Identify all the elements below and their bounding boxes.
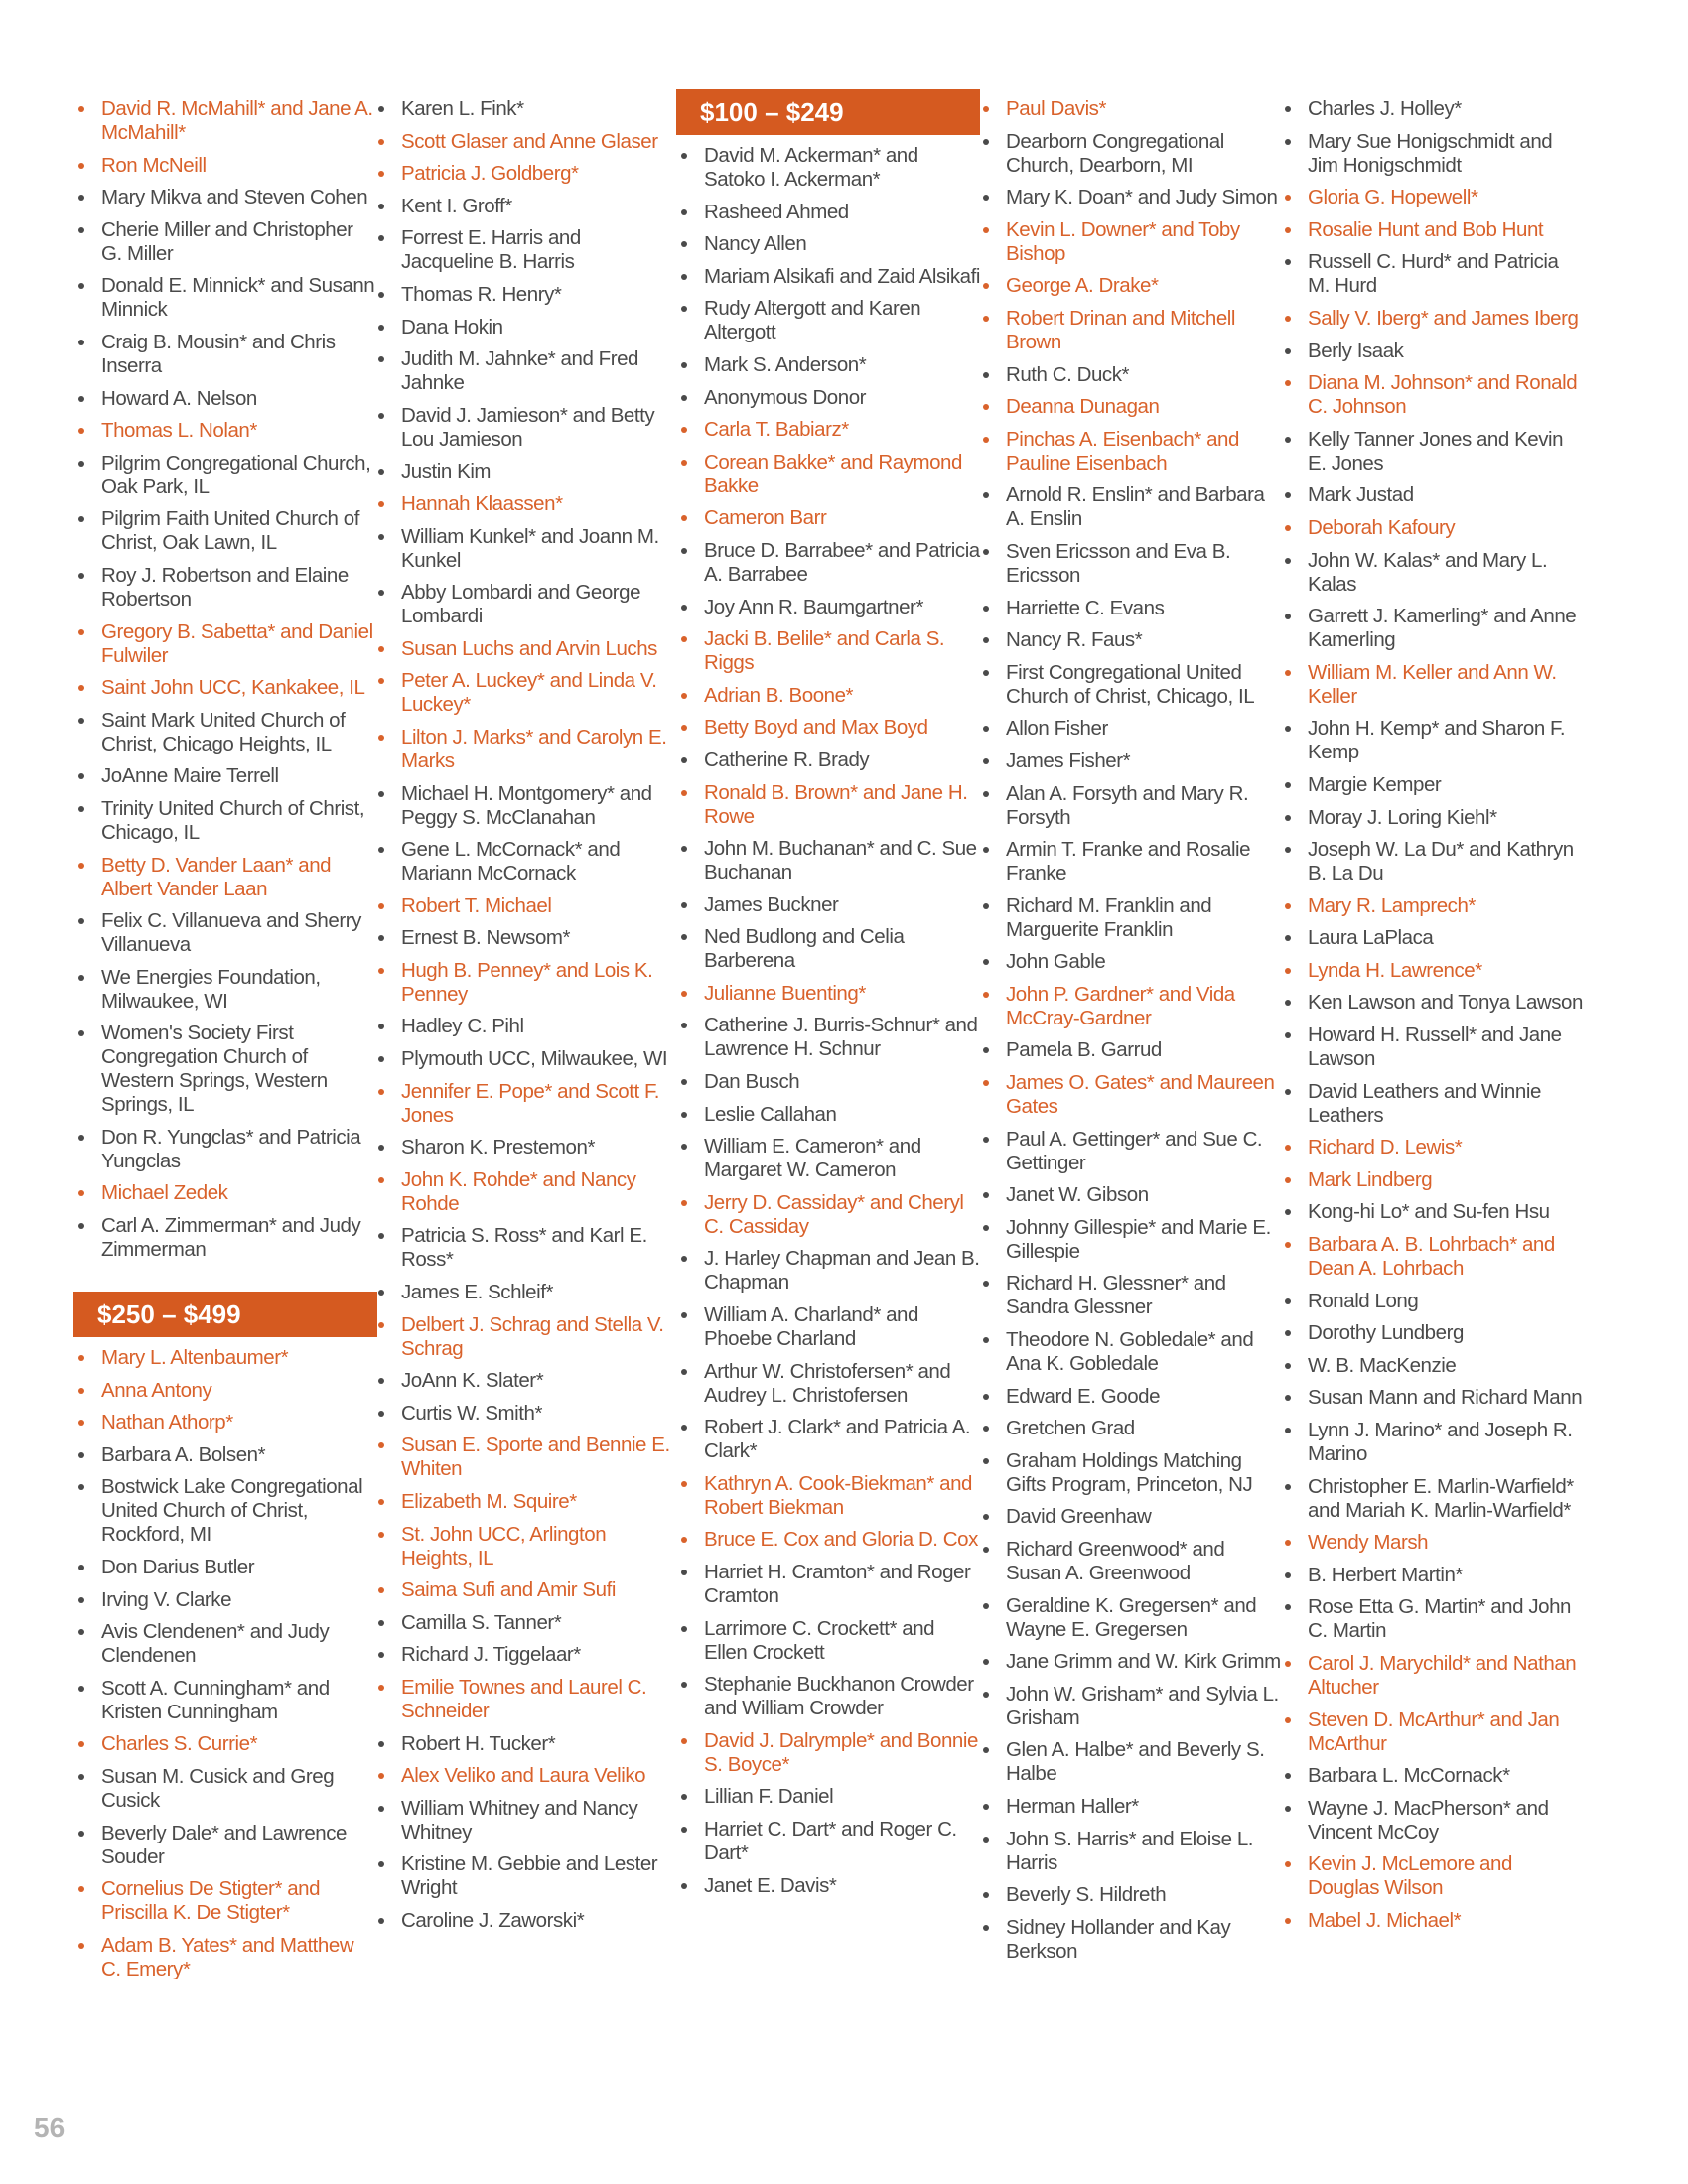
donor-item: James Fisher* <box>978 750 1282 773</box>
donor-item: William E. Cameron* and Margaret W. Cameron <box>676 1135 980 1182</box>
donor-item: Diana M. Johnson* and Ronald C. Johnson <box>1280 371 1584 419</box>
donor-item: Saint John UCC, Kankakee, IL <box>73 676 377 700</box>
donor-list <box>73 97 377 1262</box>
donor-item: Ruth C. Duck* <box>978 363 1282 387</box>
donor-item: Robert Drinan and Mitchell Brown <box>978 307 1282 354</box>
donor-item: Hannah Klaassen* <box>373 492 677 516</box>
donor-item: Jane Grimm and W. Kirk Grimm <box>978 1650 1282 1674</box>
donor-item: Nancy Allen <box>676 232 980 256</box>
donor-item: Saint Mark United Church of Christ, Chicago Heights, IL <box>73 709 377 756</box>
donor-item: Ken Lawson and Tonya Lawson <box>1280 991 1584 1015</box>
donor-item: Howard A. Nelson <box>73 387 377 411</box>
donor-item: Gene L. McCornack* and Mariann McCornack <box>373 838 677 886</box>
donor-item: Cherie Miller and Christopher G. Miller <box>73 218 377 266</box>
donor-item: James E. Schleif* <box>373 1281 677 1304</box>
donor-item: Don Darius Butler <box>73 1556 377 1579</box>
donor-item: Nathan Athorp* <box>73 1411 377 1434</box>
donor-item: Stephanie Buckhanon Crowder and William Crowder <box>676 1673 980 1720</box>
page-number: 56 <box>34 2113 66 2143</box>
donor-item: Sally V. Iberg* and James Iberg <box>1280 307 1584 331</box>
donor-item: Michael H. Montgomery* and Peggy S. McClanahan <box>373 782 677 830</box>
donor-item: B. Herbert Martin* <box>1280 1564 1584 1587</box>
donor-item: Betty Boyd and Max Boyd <box>676 716 980 740</box>
donor-item: Moray J. Loring Kiehl* <box>1280 806 1584 830</box>
donor-item: Saima Sufi and Amir Sufi <box>373 1578 677 1602</box>
donor-item: Anna Antony <box>73 1379 377 1403</box>
donor-item: Betty D. Vander Laan* and Albert Vander Laan <box>73 854 377 901</box>
donor-item: William Kunkel* and Joann M. Kunkel <box>373 525 677 573</box>
donor-item: Susan E. Sporte and Bennie E. Whiten <box>373 1433 677 1481</box>
donor-item: Catherine J. Burris-Schnur* and Lawrence H. Schnur <box>676 1014 980 1061</box>
donor-item: Forrest E. Harris and Jacqueline B. Harris <box>373 226 677 274</box>
tier-header-250-499: $250 – $499 <box>73 1292 377 1337</box>
donor-item: John Gable <box>978 950 1282 974</box>
donor-item: Peter A. Luckey* and Linda V. Luckey* <box>373 669 677 717</box>
donor-item: Dana Hokin <box>373 316 677 340</box>
donor-item: Robert T. Michael <box>373 894 677 918</box>
donor-item: Thomas R. Henry* <box>373 283 677 307</box>
donor-item: David J. Dalrymple* and Bonnie S. Boyce* <box>676 1729 980 1777</box>
donor-item: Graham Holdings Matching Gifts Program, Princeton, NJ <box>978 1449 1282 1497</box>
donor-item: Justin Kim <box>373 460 677 483</box>
donor-item: Alan A. Forsyth and Mary R. Forsyth <box>978 782 1282 830</box>
donor-item: Thomas L. Nolan* <box>73 419 377 443</box>
donor-item: Joy Ann R. Baumgartner* <box>676 596 980 619</box>
donor-list <box>978 97 1282 1964</box>
donor-item: Julianne Buenting* <box>676 982 980 1006</box>
donor-item: Mary R. Lamprech* <box>1280 894 1584 918</box>
donor-item: Carla T. Babiarz* <box>676 418 980 442</box>
donor-item: Kathryn A. Cook-Biekman* and Robert Biekman <box>676 1472 980 1520</box>
donor-item: Mark Lindberg <box>1280 1168 1584 1192</box>
donor-item: Ron McNeill <box>73 154 377 178</box>
donor-item: Felix C. Villanueva and Sherry Villanueva <box>73 909 377 957</box>
donor-item: Kevin L. Downer* and Toby Bishop <box>978 218 1282 266</box>
donor-item: James O. Gates* and Maureen Gates <box>978 1071 1282 1119</box>
donor-item: Steven D. McArthur* and Jan McArthur <box>1280 1708 1584 1756</box>
donor-item: Corean Bakke* and Raymond Bakke <box>676 451 980 498</box>
donor-item: Glen A. Halbe* and Beverly S. Halbe <box>978 1738 1282 1786</box>
donor-item: George A. Drake* <box>978 274 1282 298</box>
donor-item: Theodore N. Gobledale* and Ana K. Gobledale <box>978 1328 1282 1376</box>
donor-item: Mary Sue Honigschmidt and Jim Honigschmidt <box>1280 130 1584 178</box>
donor-item: Mary Mikva and Steven Cohen <box>73 186 377 209</box>
donor-item: Richard H. Glessner* and Sandra Glessner <box>978 1272 1282 1319</box>
donor-item: Scott A. Cunningham* and Kristen Cunningham <box>73 1677 377 1724</box>
donor-item: Harriet C. Dart* and Roger C. Dart* <box>676 1818 980 1865</box>
donor-item: Ronald B. Brown* and Jane H. Rowe <box>676 781 980 829</box>
donor-item: Kevin J. McLemore and Douglas Wilson <box>1280 1852 1584 1900</box>
donor-item: John W. Kalas* and Mary L. Kalas <box>1280 549 1584 597</box>
donor-item: Hugh B. Penney* and Lois K. Penney <box>373 959 677 1007</box>
donor-item: Allon Fisher <box>978 717 1282 741</box>
donor-item: Rose Etta G. Martin* and John C. Martin <box>1280 1595 1584 1643</box>
donor-item: Kelly Tanner Jones and Kevin E. Jones <box>1280 428 1584 476</box>
donor-item: Michael Zedek <box>73 1181 377 1205</box>
donor-item: Rudy Altergott and Karen Altergott <box>676 297 980 344</box>
donor-item: James Buckner <box>676 893 980 917</box>
donor-item: Nancy R. Faus* <box>978 628 1282 652</box>
tier-header-100-249: $100 – $249 <box>676 89 980 135</box>
donor-item: Harriette C. Evans <box>978 597 1282 620</box>
donor-item: Lilton J. Marks* and Carolyn E. Marks <box>373 726 677 773</box>
donor-item: David J. Jamieson* and Betty Lou Jamieson <box>373 404 677 452</box>
donor-item: Bruce E. Cox and Gloria D. Cox <box>676 1528 980 1552</box>
donor-item: Garrett J. Kamerling* and Anne Kamerling <box>1280 605 1584 652</box>
donor-item: Laura LaPlaca <box>1280 926 1584 950</box>
donor-item: Lillian F. Daniel <box>676 1785 980 1809</box>
donor-item: Robert J. Clark* and Patricia A. Clark* <box>676 1416 980 1463</box>
donor-item: Jennifer E. Pope* and Scott F. Jones <box>373 1080 677 1128</box>
donor-item: Alex Veliko and Laura Veliko <box>373 1764 677 1788</box>
donor-item: Mark Justad <box>1280 483 1584 507</box>
donor-item: Bostwick Lake Congregational United Church of Christ, Rockford, MI <box>73 1475 377 1547</box>
donor-item: Barbara A. B. Lohrbach* and Dean A. Lohrbach <box>1280 1233 1584 1281</box>
donor-item: John W. Grisham* and Sylvia L. Grisham <box>978 1683 1282 1730</box>
donor-list <box>676 144 980 1898</box>
donor-item: Larrimore C. Crockett* and Ellen Crockett <box>676 1617 980 1665</box>
donor-item: Beverly Dale* and Lawrence Souder <box>73 1822 377 1869</box>
donor-item: Lynn J. Marino* and Joseph R. Marino <box>1280 1419 1584 1466</box>
donor-item: Abby Lombardi and George Lombardi <box>373 581 677 628</box>
donor-item: Mary L. Altenbaumer* <box>73 1346 377 1370</box>
donor-item: Pilgrim Congregational Church, Oak Park, IL <box>73 452 377 499</box>
donor-item: Rosalie Hunt and Bob Hunt <box>1280 218 1584 242</box>
donor-item: John P. Gardner* and Vida McCray-Gardner <box>978 983 1282 1030</box>
column-5 <box>1280 97 1584 1942</box>
donor-item: Edward E. Goode <box>978 1385 1282 1409</box>
donor-item: Christopher E. Marlin-Warfield* and Mariah K. Marlin-Warfield* <box>1280 1475 1584 1523</box>
donor-item: Howard H. Russell* and Jane Lawson <box>1280 1024 1584 1071</box>
donor-item: Camilla S. Tanner* <box>373 1611 677 1635</box>
donor-item: Sidney Hollander and Kay Berkson <box>978 1916 1282 1964</box>
donor-item: William M. Keller and Ann W. Keller <box>1280 661 1584 709</box>
donor-item: Margie Kemper <box>1280 773 1584 797</box>
donor-item: Catherine R. Brady <box>676 749 980 772</box>
donor-item: Wendy Marsh <box>1280 1531 1584 1555</box>
donor-item: W. B. MacKenzie <box>1280 1354 1584 1378</box>
donor-item: Wayne J. MacPherson* and Vincent McCoy <box>1280 1797 1584 1844</box>
donor-item: Herman Haller* <box>978 1795 1282 1819</box>
donor-item: Donald E. Minnick* and Susann Minnick <box>73 274 377 322</box>
donor-item: Don R. Yungclas* and Patricia Yungclas <box>73 1126 377 1173</box>
donor-item: Susan M. Cusick and Greg Cusick <box>73 1765 377 1813</box>
column-4 <box>978 97 1282 1972</box>
donor-item: Richard D. Lewis* <box>1280 1136 1584 1160</box>
donor-item: Anonymous Donor <box>676 386 980 410</box>
donor-item: Trinity United Church of Christ, Chicago, IL <box>73 797 377 845</box>
donor-item: Kent I. Groff* <box>373 195 677 218</box>
donor-item: Arnold R. Enslin* and Barbara A. Enslin <box>978 483 1282 531</box>
donor-item: Barbara A. Bolsen* <box>73 1443 377 1467</box>
donor-item: Avis Clendenen* and Judy Clendenen <box>73 1620 377 1668</box>
donor-item: Paul A. Gettinger* and Sue C. Gettinger <box>978 1128 1282 1175</box>
donor-item: Delbert J. Schrag and Stella V. Schrag <box>373 1313 677 1361</box>
donor-item: Gretchen Grad <box>978 1417 1282 1440</box>
donor-item: Janet W. Gibson <box>978 1183 1282 1207</box>
donor-item: Leslie Callahan <box>676 1103 980 1127</box>
donor-item: Charles J. Holley* <box>1280 97 1584 121</box>
donor-item: Roy J. Robertson and Elaine Robertson <box>73 564 377 612</box>
donor-item: Irving V. Clarke <box>73 1588 377 1612</box>
donor-item: Ronald Long <box>1280 1290 1584 1313</box>
donor-item: Gregory B. Sabetta* and Daniel Fulwiler <box>73 620 377 668</box>
column-2 <box>373 97 677 1942</box>
donor-item: Ernest B. Newsom* <box>373 926 677 950</box>
donor-item: Women's Society First Congregation Church of Western Springs, Western Springs, IL <box>73 1022 377 1117</box>
donor-item: Mabel J. Michael* <box>1280 1909 1584 1933</box>
donor-item: Richard J. Tiggelaar* <box>373 1643 677 1667</box>
donor-item: Deanna Dunagan <box>978 395 1282 419</box>
donor-item: Susan Mann and Richard Mann <box>1280 1386 1584 1410</box>
donor-item: Pamela B. Garrud <box>978 1038 1282 1062</box>
donor-item: John H. Kemp* and Sharon F. Kemp <box>1280 717 1584 764</box>
donor-item: Beverly S. Hildreth <box>978 1883 1282 1907</box>
donor-item: Curtis W. Smith* <box>373 1402 677 1426</box>
donor-item: Patricia S. Ross* and Karl E. Ross* <box>373 1224 677 1272</box>
donor-list <box>373 97 677 1933</box>
donor-item: Plymouth UCC, Milwaukee, WI <box>373 1047 677 1071</box>
donor-item: David R. McMahill* and Jane A. McMahill* <box>73 97 377 145</box>
donor-item: Gloria G. Hopewell* <box>1280 186 1584 209</box>
donor-item: Kong-hi Lo* and Su-fen Hsu <box>1280 1200 1584 1224</box>
column-3 <box>676 97 980 1906</box>
donor-item: Richard M. Franklin and Marguerite Franklin <box>978 894 1282 942</box>
donor-item: Bruce D. Barrabee* and Patricia A. Barrabee <box>676 539 980 587</box>
donor-item: Jacki B. Belile* and Carla S. Riggs <box>676 627 980 675</box>
donor-item: Janet E. Davis* <box>676 1874 980 1898</box>
donor-item: Carol J. Marychild* and Nathan Altucher <box>1280 1652 1584 1700</box>
donor-item: Richard Greenwood* and Susan A. Greenwood <box>978 1538 1282 1585</box>
donor-item: Mark S. Anderson* <box>676 353 980 377</box>
donor-item: Sven Ericsson and Eva B. Ericsson <box>978 540 1282 588</box>
donor-item: Armin T. Franke and Rosalie Franke <box>978 838 1282 886</box>
donor-item: Sharon K. Prestemon* <box>373 1136 677 1160</box>
donor-item: Mariam Alsikafi and Zaid Alsikafi <box>676 265 980 289</box>
donor-item: Paul Davis* <box>978 97 1282 121</box>
donor-item: John K. Rohde* and Nancy Rohde <box>373 1168 677 1216</box>
donor-item: William A. Charland* and Phoebe Charland <box>676 1303 980 1351</box>
donor-item: Judith M. Jahnke* and Fred Jahnke <box>373 347 677 395</box>
donor-item: Robert H. Tucker* <box>373 1732 677 1756</box>
donor-item: David Greenhaw <box>978 1505 1282 1529</box>
donor-item: Harriet H. Cramton* and Roger Cramton <box>676 1561 980 1608</box>
donor-item: Karen L. Fink* <box>373 97 677 121</box>
donor-item: Kristine M. Gebbie and Lester Wright <box>373 1852 677 1900</box>
donor-item: Berly Isaak <box>1280 340 1584 363</box>
donor-item: Emilie Townes and Laurel C. Schneider <box>373 1676 677 1723</box>
column-1 <box>73 97 377 1989</box>
donor-list <box>73 1346 377 1981</box>
donor-item: David M. Ackerman* and Satoko I. Ackerman* <box>676 144 980 192</box>
donor-item: Adam B. Yates* and Matthew C. Emery* <box>73 1934 377 1981</box>
donor-item: Cornelius De Stigter* and Priscilla K. De Stigter* <box>73 1877 377 1925</box>
donor-item: Susan Luchs and Arvin Luchs <box>373 637 677 661</box>
donor-item: Adrian B. Boone* <box>676 684 980 708</box>
donor-item: Carl A. Zimmerman* and Judy Zimmerman <box>73 1214 377 1262</box>
donor-item: Patricia J. Goldberg* <box>373 162 677 186</box>
donor-item: Pinchas A. Eisenbach* and Pauline Eisenbach <box>978 428 1282 476</box>
donor-item: William Whitney and Nancy Whitney <box>373 1797 677 1844</box>
donor-item: We Energies Foundation, Milwaukee, WI <box>73 966 377 1014</box>
donor-item: Lynda H. Lawrence* <box>1280 959 1584 983</box>
donor-item: First Congregational United Church of Christ, Chicago, IL <box>978 661 1282 709</box>
donor-item: J. Harley Chapman and Jean B. Chapman <box>676 1247 980 1295</box>
donor-item: Charles S. Currie* <box>73 1732 377 1756</box>
donor-item: Pilgrim Faith United Church of Christ, Oak Lawn, IL <box>73 507 377 555</box>
donor-item: David Leathers and Winnie Leathers <box>1280 1080 1584 1128</box>
donor-item: Arthur W. Christofersen* and Audrey L. Christofersen <box>676 1360 980 1408</box>
donor-item: St. John UCC, Arlington Heights, IL <box>373 1523 677 1570</box>
donor-item: JoAnn K. Slater* <box>373 1369 677 1393</box>
donor-item: Cameron Barr <box>676 506 980 530</box>
donor-item: Dan Busch <box>676 1070 980 1094</box>
donor-item: Craig B. Mousin* and Chris Inserra <box>73 331 377 378</box>
donor-item: Joseph W. La Du* and Kathryn B. La Du <box>1280 838 1584 886</box>
donor-item: Ned Budlong and Celia Barberena <box>676 925 980 973</box>
donor-item: Jerry D. Cassiday* and Cheryl C. Cassiday <box>676 1191 980 1239</box>
donor-item: Geraldine K. Gregersen* and Wayne E. Gregersen <box>978 1594 1282 1642</box>
donor-item: John M. Buchanan* and C. Sue Buchanan <box>676 837 980 885</box>
donor-item: John S. Harris* and Eloise L. Harris <box>978 1828 1282 1875</box>
donor-item: Dorothy Lundberg <box>1280 1321 1584 1345</box>
donor-item: JoAnne Maire Terrell <box>73 764 377 788</box>
donor-item: Caroline J. Zaworski* <box>373 1909 677 1933</box>
donor-item: Deborah Kafoury <box>1280 516 1584 540</box>
donor-item: Scott Glaser and Anne Glaser <box>373 130 677 154</box>
donor-item: Hadley C. Pihl <box>373 1015 677 1038</box>
donor-item: Johnny Gillespie* and Marie E. Gillespie <box>978 1216 1282 1264</box>
donor-item: Rasheed Ahmed <box>676 201 980 224</box>
donor-item: Russell C. Hurd* and Patricia M. Hurd <box>1280 250 1584 298</box>
donor-item: Dearborn Congregational Church, Dearborn, MI <box>978 130 1282 178</box>
donor-list <box>1280 97 1584 1933</box>
donor-item: Elizabeth M. Squire* <box>373 1490 677 1514</box>
donor-item: Barbara L. McCornack* <box>1280 1764 1584 1788</box>
donor-item: Mary K. Doan* and Judy Simon <box>978 186 1282 209</box>
